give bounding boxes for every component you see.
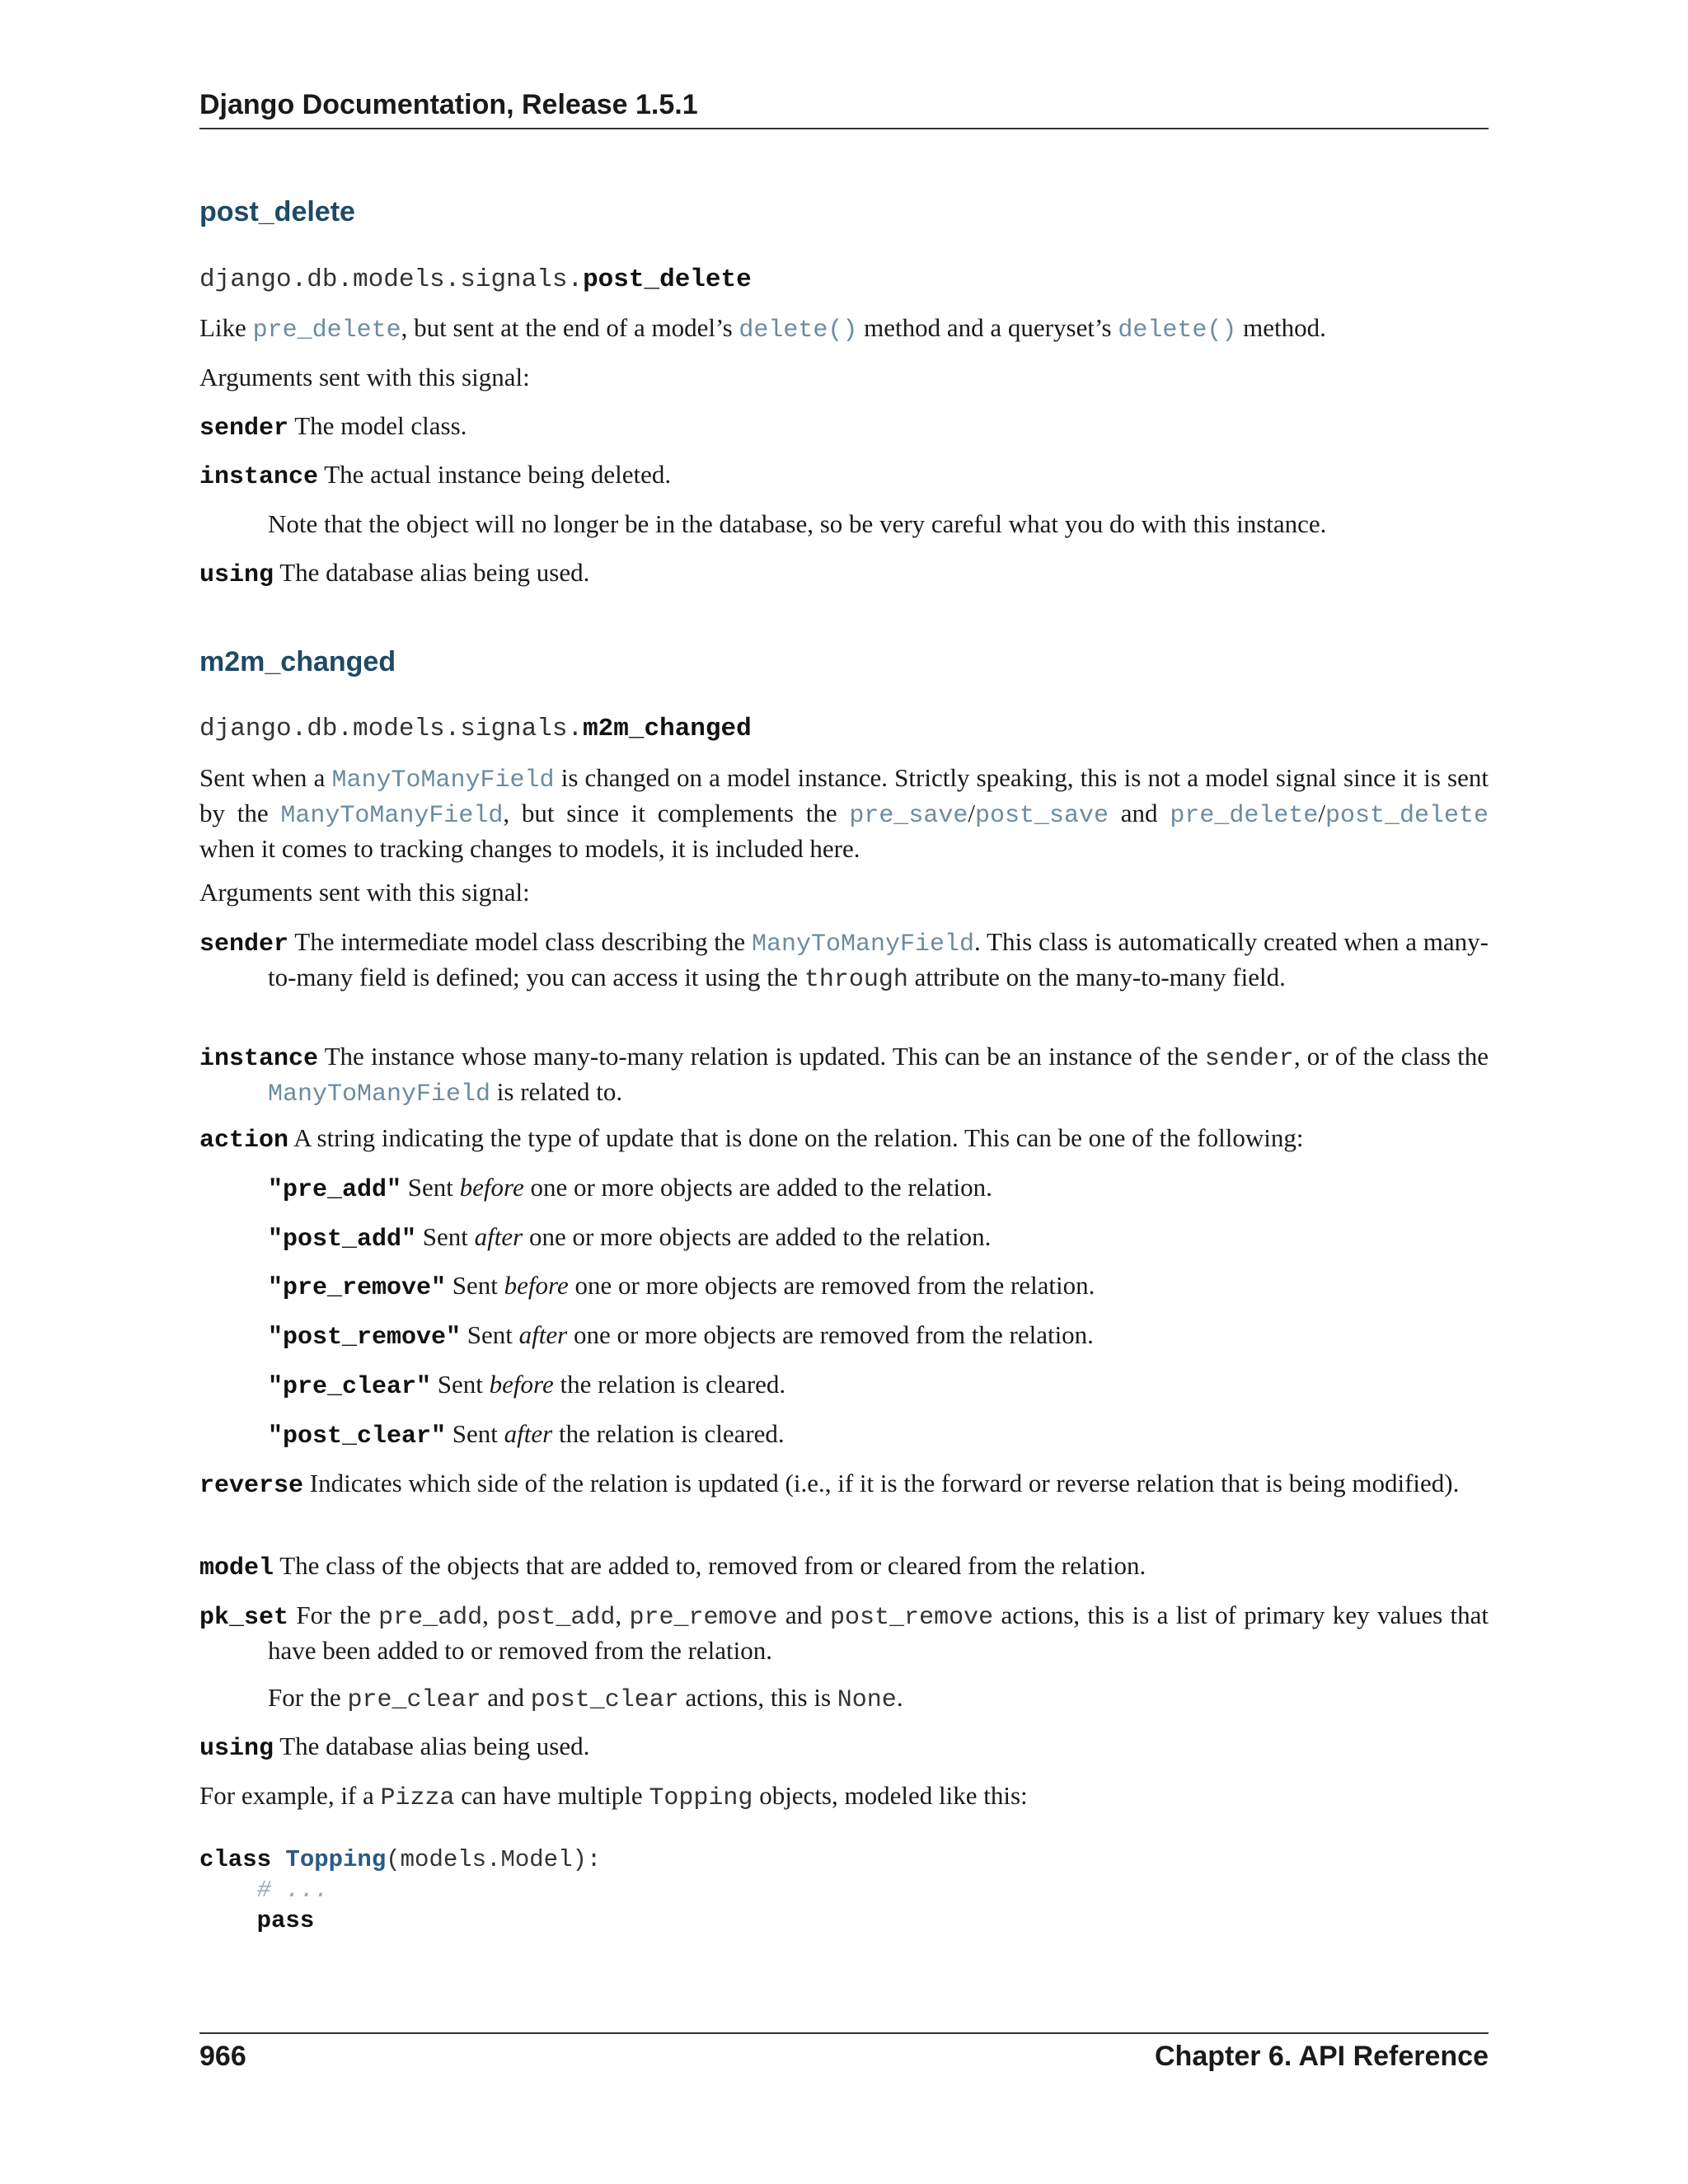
- arg-term: pk_set: [199, 1604, 289, 1632]
- text: attribute on the many-to-many field.: [907, 963, 1286, 991]
- text: before: [489, 1370, 554, 1399]
- inline-code: post_clear: [530, 1686, 679, 1714]
- link-pre-delete[interactable]: pre_delete: [252, 316, 401, 344]
- text: one or more objects are removed from the relation.: [567, 1320, 1094, 1349]
- arg-pk-set-note: [268, 1681, 1489, 1717]
- arg-desc: The actual instance being deleted.: [324, 460, 672, 489]
- arg-action: [199, 1122, 1489, 1157]
- inline-code: Pizza: [380, 1784, 455, 1812]
- arg-desc: The class of the objects that are added to, removed from or cleared from the relation.: [279, 1551, 1146, 1580]
- text: actions, this is a list of primary key values that have been added to or removed from the relation.: [268, 1601, 1489, 1665]
- action-item: [268, 1418, 1489, 1453]
- action-item: [268, 1221, 1489, 1256]
- page-number: 966: [199, 2041, 246, 2072]
- inline-code: post_add: [496, 1604, 616, 1632]
- action-term: "pre_add": [268, 1176, 402, 1204]
- inline-code: Topping: [649, 1784, 753, 1812]
- text: Sent: [422, 1222, 475, 1251]
- link-post-delete[interactable]: post_delete: [1325, 802, 1489, 830]
- text: the relation is cleared.: [552, 1419, 785, 1448]
- inline-code: None: [837, 1686, 897, 1714]
- text: before: [504, 1271, 569, 1300]
- code-example: [199, 1844, 1489, 1936]
- text: /: [1318, 799, 1325, 827]
- arg-sender: [199, 926, 1489, 996]
- arg-desc: Indicates which side of the relation is updated (i.e., if it is the forward or reverse relation that is being modified).: [309, 1469, 1460, 1497]
- arg-term: using: [199, 561, 274, 589]
- text: ,: [615, 1601, 630, 1629]
- example-intro: [199, 1779, 1489, 1815]
- link-pre-delete[interactable]: pre_delete: [1170, 802, 1319, 830]
- action-term: "pre_clear": [268, 1373, 432, 1401]
- text: method.: [1236, 313, 1326, 342]
- text: For the: [296, 1601, 379, 1629]
- text: is related to.: [490, 1077, 623, 1106]
- post-delete-intro: [199, 312, 1489, 347]
- text: Sent when a: [199, 763, 332, 792]
- arg-term: sender: [199, 415, 289, 443]
- arg-instance: [199, 458, 1489, 494]
- text: can have multiple: [454, 1781, 649, 1810]
- text: is changed on a model instance. Strictly speaking, this is not a model signal since it is sent by the: [199, 763, 1489, 827]
- arg-model: [199, 1549, 1489, 1585]
- inline-code: post_remove: [830, 1604, 994, 1632]
- action-item: [268, 1269, 1489, 1305]
- arg-term: sender: [199, 930, 289, 958]
- signature-post-delete: [199, 265, 752, 294]
- text: , but since it complements the: [503, 799, 850, 827]
- text: before: [459, 1173, 524, 1202]
- arg-term: reverse: [199, 1472, 304, 1500]
- arg-using: [199, 556, 1489, 592]
- text: after: [518, 1320, 568, 1349]
- text: , but sent at the end of a model’s: [401, 313, 739, 342]
- args-intro: Arguments sent with this signal:: [199, 878, 530, 907]
- action-item: [268, 1171, 1489, 1207]
- link-manytomanyfield[interactable]: ManyToManyField: [268, 1080, 491, 1108]
- action-item: [268, 1319, 1489, 1354]
- text: actions, this is: [678, 1683, 837, 1712]
- text: after: [504, 1419, 553, 1448]
- text: .: [896, 1683, 903, 1712]
- text: Sent: [407, 1173, 460, 1202]
- code-base: (models.Model):: [386, 1846, 602, 1873]
- args-intro: Arguments sent with this signal:: [199, 363, 530, 391]
- sig-prefix: django.db.models.signals.: [199, 265, 584, 294]
- arg-desc: The database alias being used.: [279, 558, 590, 587]
- text: the relation is cleared.: [553, 1370, 786, 1399]
- link-manytomanyfield[interactable]: ManyToManyField: [280, 802, 504, 830]
- arg-term: instance: [199, 1045, 319, 1073]
- text: Sent: [437, 1370, 490, 1399]
- text: when it comes to tracking changes to models, it is included here.: [199, 834, 860, 863]
- text: The instance whose many-to-many relation is updated. This can be an instance of the: [324, 1042, 1205, 1071]
- text: and: [1109, 799, 1170, 827]
- link-manytomanyfield[interactable]: ManyToManyField: [751, 930, 975, 958]
- text: objects, modeled like this:: [753, 1781, 1028, 1810]
- arg-term: model: [199, 1554, 274, 1582]
- text: and: [481, 1683, 531, 1712]
- text: Sent: [452, 1271, 504, 1300]
- text: after: [474, 1222, 523, 1251]
- inline-code: pre_remove: [629, 1604, 778, 1632]
- action-item: [268, 1368, 1489, 1404]
- arg-instance-note: Note that the object will no longer be in the database, so be very careful what you do with this instance.: [268, 509, 1327, 538]
- text: one or more objects are added to the relation.: [523, 1222, 992, 1251]
- arg-desc: The database alias being used.: [279, 1732, 590, 1760]
- arg-desc: A string indicating the type of update that is done on the relation. This can be one of the following:: [293, 1123, 1304, 1152]
- text: /: [968, 799, 976, 827]
- inline-code: sender: [1204, 1045, 1294, 1073]
- arg-instance: [199, 1040, 1489, 1111]
- code-class-name: Topping: [285, 1846, 387, 1873]
- arg-term: action: [199, 1127, 289, 1155]
- text: Sent: [452, 1419, 504, 1448]
- text: The intermediate model class describing the: [294, 927, 752, 956]
- action-term: "pre_remove": [268, 1274, 447, 1302]
- text: , or of the class the: [1293, 1042, 1489, 1071]
- running-header: Django Documentation, Release 1.5.1: [199, 89, 1489, 129]
- sig-prefix: django.db.models.signals.: [199, 715, 584, 743]
- section-heading-post-delete[interactable]: post_delete: [199, 196, 355, 227]
- code-keyword: class: [199, 1846, 272, 1873]
- arg-pk-set: [199, 1599, 1489, 1667]
- code-comment: # ...: [256, 1877, 329, 1904]
- text: For the: [268, 1683, 348, 1712]
- action-term: "post_add": [268, 1226, 417, 1254]
- sig-name: m2m_changed: [583, 715, 752, 743]
- arg-using: [199, 1730, 1489, 1765]
- action-term: "post_remove": [268, 1324, 462, 1352]
- sig-name: post_delete: [583, 265, 752, 294]
- arg-sender: [199, 410, 1489, 445]
- inline-code: pre_add: [378, 1604, 483, 1632]
- action-term: "post_clear": [268, 1422, 447, 1451]
- link-post-save[interactable]: post_save: [975, 802, 1109, 830]
- section-heading-m2m-changed[interactable]: m2m_changed: [199, 646, 396, 677]
- inline-code: through: [804, 966, 908, 994]
- text: and: [777, 1601, 831, 1629]
- signature-m2m-changed: [199, 715, 752, 743]
- text: method and a queryset’s: [857, 313, 1118, 342]
- arg-term: using: [199, 1735, 274, 1763]
- chapter-title: Chapter 6. API Reference: [1155, 2041, 1489, 2072]
- text: For example, if a: [199, 1781, 381, 1810]
- text: one or more objects are added to the relation.: [523, 1173, 992, 1202]
- code-keyword: pass: [256, 1907, 315, 1934]
- link-delete-method[interactable]: delete(): [738, 316, 858, 344]
- arg-term: instance: [199, 463, 319, 491]
- link-pre-save[interactable]: pre_save: [849, 802, 968, 830]
- text: Sent: [467, 1320, 519, 1349]
- m2m-intro: [199, 762, 1489, 865]
- arg-desc: The model class.: [294, 411, 467, 440]
- link-manytomanyfield[interactable]: ManyToManyField: [331, 766, 555, 794]
- text: Like: [199, 313, 253, 342]
- arg-reverse: [199, 1467, 1489, 1502]
- text: . This class is automatically created when a many-to-many field is defined; you can access it using the: [268, 927, 1489, 991]
- page-footer: [199, 2032, 1489, 2073]
- text: one or more objects are removed from the relation.: [568, 1271, 1095, 1300]
- text: ,: [482, 1601, 497, 1629]
- link-queryset-delete[interactable]: delete(): [1118, 316, 1237, 344]
- inline-code: pre_clear: [347, 1686, 481, 1714]
